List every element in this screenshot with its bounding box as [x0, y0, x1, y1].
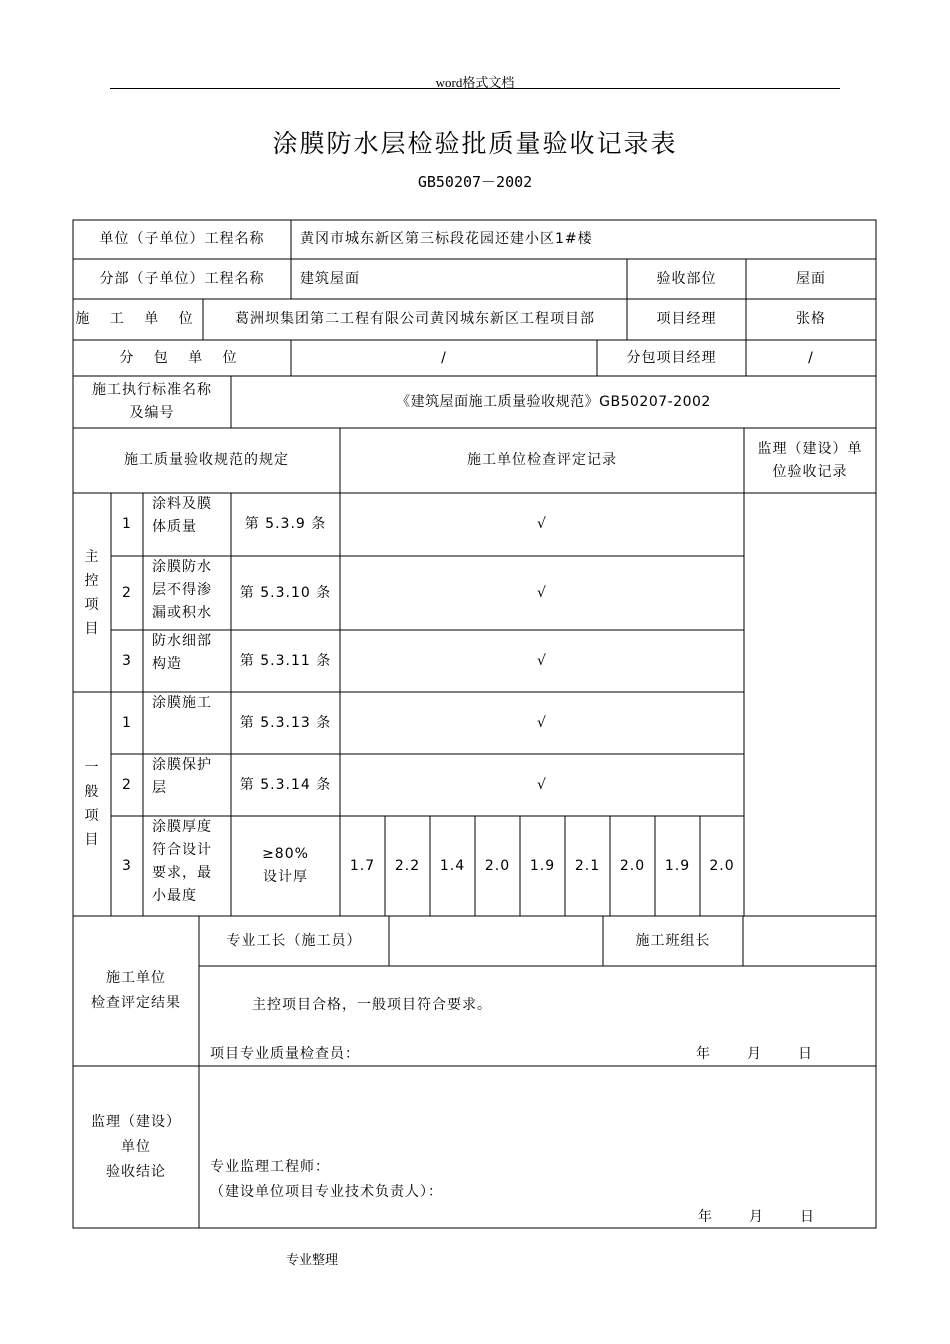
supervision-label-line2: 单位: [121, 1138, 151, 1155]
thickness-measurement: 1.9: [664, 857, 691, 874]
main-item-3-no: 3: [122, 652, 132, 669]
group-char: 目: [84, 620, 100, 637]
general-item-3-name: [143, 816, 231, 916]
item-name-line: 涂膜保护: [152, 757, 212, 773]
standard-code: GB50207－2002: [417, 173, 533, 191]
main-control-group-label: [73, 493, 111, 692]
construction-unit-label: 施 工 单 位: [75, 311, 201, 327]
check-year: 年: [696, 1046, 711, 1062]
foreman-label: 专业工长（施工员）: [226, 932, 362, 949]
general-item-1-clause: 第 5.3.13 条: [239, 714, 332, 731]
item-name-line: 层不得渗: [152, 582, 212, 598]
main-item-1-clause: 第 5.3.9 条: [244, 516, 327, 532]
item-name-line: 层: [152, 780, 167, 796]
footer-text: 专业整理: [286, 1252, 339, 1267]
supervision-label: [73, 1066, 199, 1228]
standard-label-line2: 及编号: [129, 405, 175, 421]
subcontract-manager-label: 分包项目经理: [626, 349, 717, 366]
item-name-line: 小最度: [152, 888, 197, 904]
group-char: 一: [84, 760, 100, 776]
supervising-engineer-label: 专业监理工程师：: [210, 1159, 330, 1175]
item-name-line: 体质量: [152, 519, 197, 535]
sub-project-value: 建筑屋面: [300, 270, 360, 287]
spec-column-header: 施工质量验收规范的规定: [124, 452, 289, 468]
item-name-line: 构造: [152, 656, 182, 672]
supervisor-header-line2: 位验收记录: [772, 463, 848, 480]
group-char: 项: [84, 596, 100, 613]
thickness-measurement: 2.0: [484, 857, 511, 874]
accept-part-label: 验收部位: [656, 270, 717, 287]
thickness-measurement: 2.1: [574, 857, 601, 874]
main-item-1-name: [143, 493, 231, 556]
check-result-label: [73, 916, 199, 1066]
supervisor-header-line1: 监理（建设）单: [757, 440, 863, 457]
item-name-line: 防水细部: [152, 633, 212, 649]
project-manager-label: 项目经理: [656, 311, 717, 327]
page-title: 涂膜防水层检验批质量验收记录表: [272, 129, 678, 158]
general-item-2-result: √: [537, 776, 547, 793]
project-name-value: 黄冈市城东新区第三标段花园还建小区1#楼: [300, 231, 593, 247]
group-char: 主: [84, 548, 100, 565]
group-char: 项: [84, 808, 100, 824]
doc-format-header: word格式文档: [435, 75, 515, 90]
standard-value: 《建筑屋面施工质量验收规范》GB50207-2002: [396, 393, 711, 410]
general-item-2-no: 2: [122, 776, 132, 793]
supervision-month: 月: [749, 1209, 764, 1225]
check-conclusion: 主控项目合格，一般项目符合要求。: [252, 997, 492, 1013]
main-item-2-clause: 第 5.3.10 条: [239, 584, 332, 601]
group-char: 目: [84, 832, 100, 848]
item-name-line: 涂料及膜: [152, 496, 212, 512]
general-item-2-name: [143, 754, 231, 816]
standard-label-line1: 施工执行标准名称: [92, 382, 212, 398]
thickness-measurement: 2.0: [619, 857, 646, 874]
main-item-2-no: 2: [122, 584, 132, 601]
check-day: 日: [798, 1046, 813, 1062]
accept-part-value: 屋面: [796, 270, 826, 287]
item-name-line: 涂膜防水: [152, 559, 212, 575]
supervision-label-line1: 监理（建设）: [91, 1113, 181, 1130]
subcontract-unit-value: /: [441, 349, 447, 366]
supervisor-column-header: [744, 428, 876, 493]
general-item-3-no: 3: [122, 857, 132, 874]
item-name-line: 涂膜厚度: [152, 819, 212, 835]
subcontract-unit-label: 分 包 单 位: [119, 349, 245, 366]
item-name-line: 符合设计: [152, 842, 212, 858]
general-group-label: [73, 692, 111, 916]
project-name-label: 单位（子单位）工程名称: [99, 231, 265, 247]
main-item-1-result: √: [537, 516, 547, 532]
thickness-measurement: 1.7: [349, 857, 376, 874]
thickness-measurement: 1.9: [529, 857, 556, 874]
thickness-measurement: 1.4: [439, 857, 466, 874]
thickness-measurement: 2.2: [394, 857, 421, 874]
item-name-line: 漏或积水: [152, 605, 212, 621]
main-item-3-clause: 第 5.3.11 条: [239, 652, 332, 669]
supervision-year: 年: [698, 1209, 713, 1225]
check-result-label-line2: 检查评定结果: [91, 995, 181, 1011]
main-item-2-name: [143, 556, 231, 630]
general-item-3-clause: [231, 816, 340, 916]
group-char: 控: [84, 572, 100, 589]
general-item-1-name: [143, 692, 231, 754]
main-item-3-name: [143, 630, 231, 692]
project-manager-value: 张格: [796, 311, 826, 327]
clause-line: ≥80%: [262, 846, 309, 862]
general-item-1-no: 1: [122, 714, 132, 731]
main-item-2-result: √: [537, 584, 547, 601]
general-item-2-clause: 第 5.3.14 条: [239, 776, 332, 793]
check-month: 月: [747, 1046, 762, 1062]
check-result-label-line1: 施工单位: [106, 970, 166, 986]
thickness-measurement: 2.0: [709, 857, 735, 874]
owner-tech-lead-label: （建设单位项目专业技术负责人）：: [210, 1184, 443, 1200]
main-item-1-no: 1: [122, 516, 132, 532]
general-item-1-result: √: [537, 714, 547, 731]
sub-project-label: 分部（子单位）工程名称: [99, 270, 265, 287]
standard-label: [73, 376, 231, 428]
item-name-line: 涂膜施工: [152, 695, 212, 711]
item-name-line: 要求，最: [152, 865, 212, 881]
supervision-label-line3: 验收结论: [106, 1163, 166, 1180]
subcontract-manager-value: /: [808, 349, 814, 366]
main-item-3-result: √: [537, 652, 547, 669]
team-leader-label: 施工班组长: [635, 932, 711, 949]
clause-line: 设计厚: [263, 869, 308, 885]
inspector-label: 项目专业质量检查员：: [210, 1046, 360, 1062]
construction-unit-value: 葛洲坝集团第二工程有限公司黄冈城东新区工程项目部: [235, 311, 595, 327]
supervision-day: 日: [800, 1209, 815, 1225]
group-char: 般: [84, 784, 100, 800]
record-column-header: 施工单位检查评定记录: [467, 452, 617, 468]
